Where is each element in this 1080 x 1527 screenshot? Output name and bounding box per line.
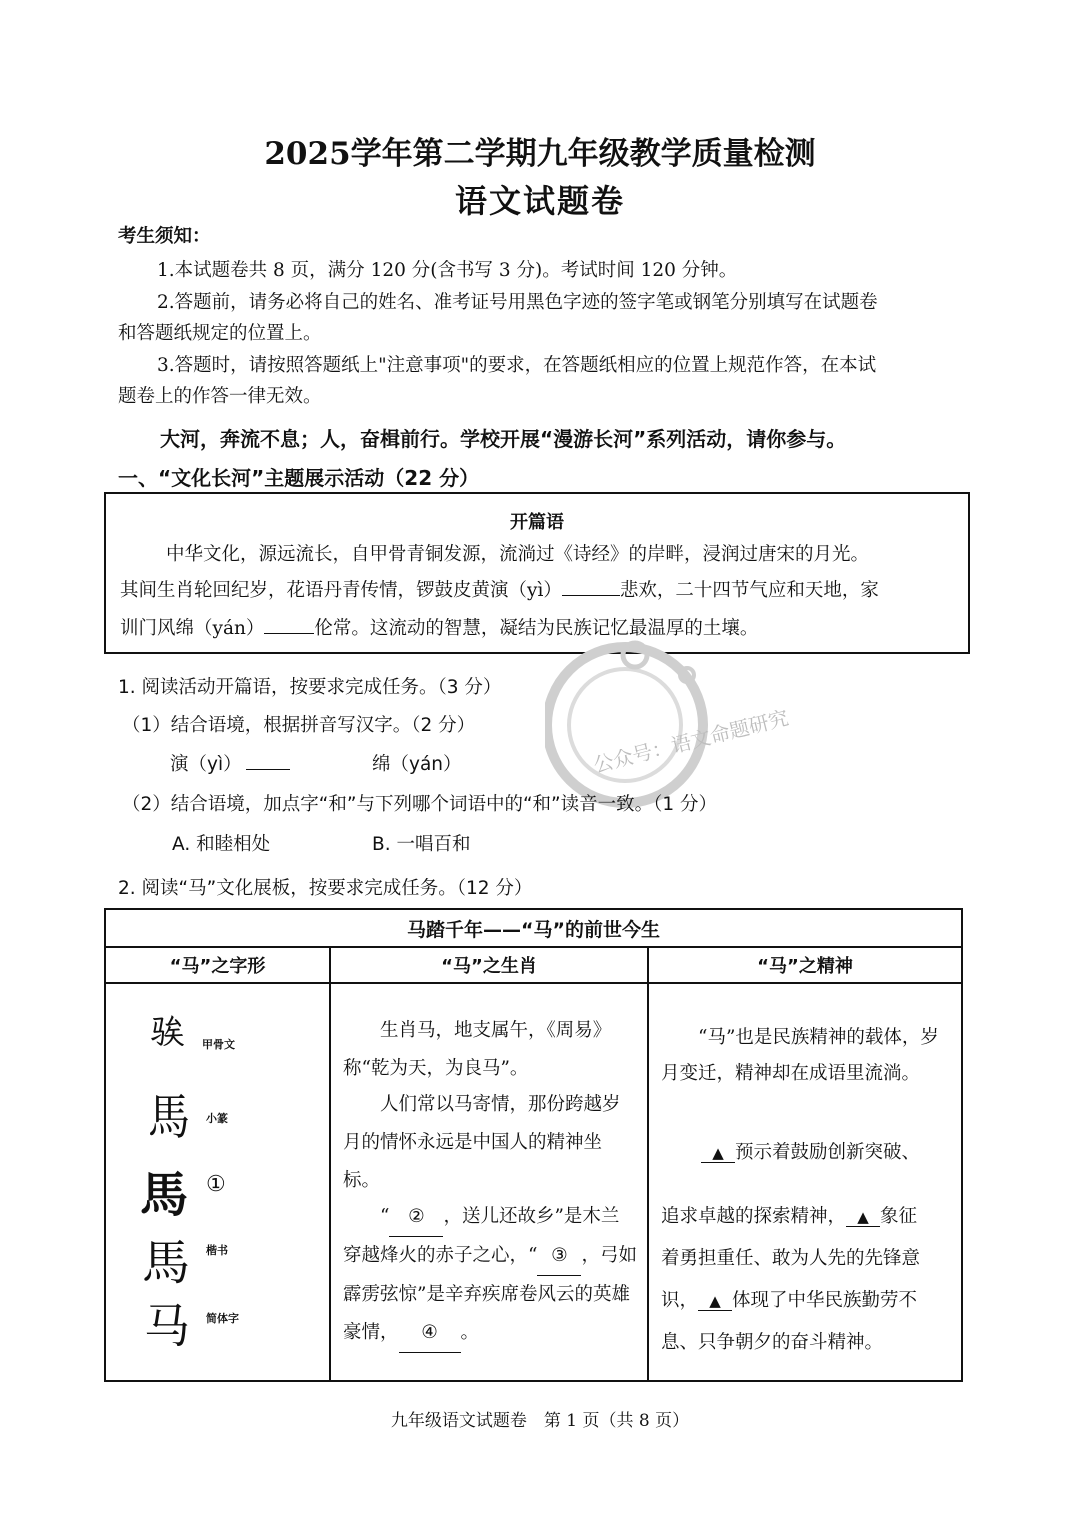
- opening-title: 开篇语: [510, 512, 564, 533]
- opening-line-2-part-b: 悲欢，二十四节气应和天地，家: [619, 580, 879, 601]
- q1-yan-label: 绵（yán）: [372, 754, 462, 775]
- seal-horse-glyph: 馬: [148, 1088, 191, 1146]
- blank-4[interactable]: ④: [399, 1314, 461, 1353]
- opening-line-3-part-a: 训门风绵（yán）: [120, 618, 265, 639]
- blank-idiom-3[interactable]: ▲: [698, 1292, 732, 1311]
- spirit-s5: 识，: [661, 1290, 699, 1311]
- answer-yi-field[interactable]: [246, 751, 290, 771]
- zodiac-p3: [343, 1198, 637, 1353]
- opening-line-3-part-b: 伦常。这流动的智慧，凝结为民族记忆最温厚的土壤。: [314, 618, 759, 639]
- spirit-s2: 追求卓越的探索精神，: [661, 1206, 847, 1227]
- form-label-simplified: 简体字: [206, 1312, 239, 1325]
- spirit-p1: “马”也是民族精神的载体，岁月变迁，精神却在成语里流淌。: [661, 1027, 939, 1084]
- q1-yi-label: 演（yì）: [170, 754, 242, 775]
- q1-stem: 1. 阅读活动开篇语，按要求完成任务。（3 分）: [118, 677, 502, 698]
- q1-yan: [372, 750, 462, 776]
- zodiac-p3-end: 。: [460, 1322, 480, 1343]
- spirit-s7: 息、只争朝夕的奋斗精神。: [661, 1332, 884, 1353]
- intro-text: 大河，奔流不息；人，奋楫前行。学校开展“漫游长河”系列活动，请你参与。: [160, 427, 847, 451]
- board-title: 马踏千年——“马”的前世今生: [105, 909, 962, 947]
- board-cell-spirit: [648, 983, 962, 1381]
- opening-line-2: [120, 576, 879, 602]
- q1-part-1: （1）结合语境，根据拼音写汉字。（2 分）: [122, 715, 476, 736]
- simplified-horse-glyph: 马: [144, 1299, 190, 1353]
- page-subtitle: 语文试题卷: [454, 182, 625, 220]
- form-label-seal: 小篆: [206, 1112, 228, 1125]
- notice-item-3a: 3.答题时，请按照答题纸上"注意事项"的要求，在答题纸相应的位置上规范作答，在本试: [157, 355, 877, 376]
- notice-heading: 考生须知：: [118, 226, 211, 247]
- zodiac-p2: 人们常以马寄情，那份跨越岁月的情怀永远是中国人的精神坐标。: [343, 1094, 621, 1191]
- q2-stem: 2. 阅读“马”文化展板，按要求完成任务。（12 分）: [118, 878, 533, 899]
- oracle-horse-glyph: 𫘤: [150, 1012, 184, 1052]
- spirit-s3: 象征: [880, 1206, 918, 1227]
- clerical-horse-glyph: 馬: [140, 1167, 189, 1223]
- spirit-line-1: [701, 1138, 920, 1164]
- spirit-line-2: [661, 1202, 917, 1228]
- spirit-s4: 着勇担重任、敢为人先的先锋意: [661, 1248, 921, 1269]
- blank-idiom-2[interactable]: ▲: [846, 1208, 880, 1227]
- zodiac-p1: 生肖马，地支属午，《周易》称“乾为天，为良马”。: [343, 1020, 612, 1079]
- notice-item-3b: 题卷上的作答一律无效。: [118, 386, 322, 407]
- q1-option-b[interactable]: B. 一唱百和: [372, 834, 471, 855]
- horse-board-table: [104, 908, 963, 1382]
- zodiac-p3-open-quote: “: [380, 1206, 390, 1227]
- spirit-line-3: [661, 1286, 917, 1312]
- spirit-s1: 预示着鼓励创新突破、: [735, 1142, 921, 1163]
- form-label-oracle: 甲骨文: [202, 1038, 235, 1051]
- section-1-heading: 一、“文化长河”主题展示活动（22 分）: [118, 466, 480, 490]
- zodiac-p3-tail: ，弓如霹雳弦惊”是辛弃疾席卷风云的英雄豪情，: [343, 1245, 637, 1343]
- form-label-blank-1: ①: [206, 1172, 226, 1197]
- q1-part-2: （2）结合语境，加点字“和”与下列哪个词语中的“和”读音一致。（1 分）: [122, 794, 718, 815]
- page-title: 2025学年第二学期九年级教学质量检测: [264, 136, 816, 172]
- board-col-forms: “马”之字形: [105, 947, 330, 983]
- board-col-zodiac: “马”之生肖: [330, 947, 648, 983]
- notice-item-2a: 2.答题前，请务必将自己的姓名、准考证号用黑色字迹的签字笔或钢笔分别填写在试题卷: [157, 292, 878, 313]
- board-cell-forms: [105, 983, 330, 1381]
- watermark-text: 公众号：语文命题研究: [590, 705, 791, 778]
- notice-item-1: 1.本试题卷共 8 页，满分 120 分(含书写 3 分)。考试时间 120 分钟。: [157, 260, 738, 281]
- notice-item-2b: 和答题纸规定的位置上。: [118, 323, 322, 344]
- regular-horse-glyph: 馬: [142, 1235, 191, 1291]
- opening-box: [104, 492, 970, 654]
- q1-yi: [170, 750, 290, 776]
- blank-3[interactable]: ③: [537, 1237, 581, 1276]
- board-cell-zodiac: [330, 983, 648, 1381]
- opening-line-2-part-a: 其间生肖轮回纪岁，花语丹青传情，锣鼓皮黄演（yì）: [120, 580, 562, 601]
- q1-option-a[interactable]: A. 和睦相处: [172, 834, 271, 855]
- zodiac-p3-mid: ，送儿还故乡”是木兰穿越烽火的赤子之心，“: [343, 1206, 620, 1266]
- form-label-regular: 楷书: [206, 1244, 228, 1257]
- blank-yi[interactable]: [562, 577, 620, 597]
- page-footer: 九年级语文试题卷 第 1 页（共 8 页）: [390, 1411, 690, 1431]
- blank-2[interactable]: ②: [389, 1198, 443, 1237]
- blank-idiom-1[interactable]: ▲: [701, 1144, 735, 1163]
- opening-line-1: 中华文化，源远流长，自甲骨青铜发源，流淌过《诗经》的岸畔，浸润过唐宋的月光。: [166, 544, 870, 565]
- blank-yan[interactable]: [264, 615, 314, 635]
- board-col-spirit: “马”之精神: [648, 947, 962, 983]
- spirit-s6: 体现了中华民族勤劳不: [732, 1290, 918, 1311]
